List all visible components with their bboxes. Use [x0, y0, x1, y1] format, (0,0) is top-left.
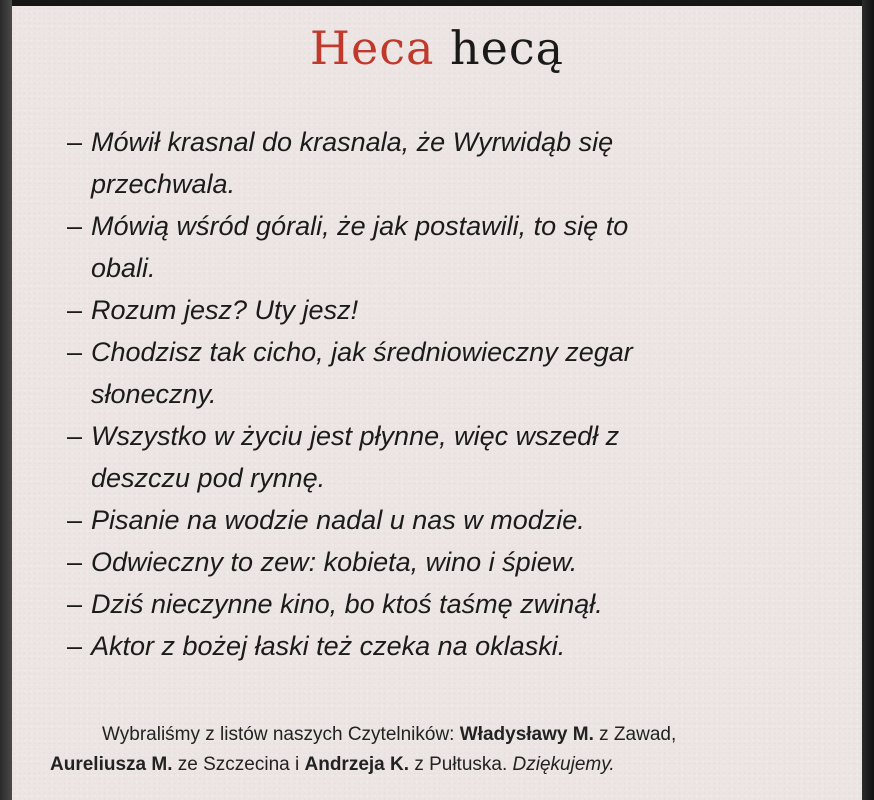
- dash: –: [67, 127, 83, 157]
- list-item: – Dziś nieczynne kino, bo ktoś taśmę zwinął.: [67, 583, 827, 625]
- dash: –: [67, 337, 83, 367]
- title-word-black: hecą: [450, 21, 565, 75]
- title-word-red: Heca: [309, 21, 435, 75]
- credits-note: Wybraliśmy z listów naszych Czytelników: Władysławy M. z Zawad, Aureliusza M. ze Szczecina i Andrzeja K. z Pułtuska. Dziękujemy.: [50, 724, 677, 775]
- list-item: – Wszystko w życiu jest płynne, więc wszedł z deszczu pod rynnę.: [67, 415, 827, 499]
- list-item: – Rozum jesz? Uty jesz!: [67, 289, 827, 331]
- right-edge: [862, 0, 874, 800]
- list-item: – Mówią wśród górali, że jak postawili, to się to obali.: [67, 205, 827, 289]
- joke-list: [67, 121, 827, 667]
- dash: –: [67, 421, 83, 451]
- page-title: [12, 18, 862, 78]
- credits-thanks: Dziękujemy.: [512, 754, 615, 775]
- credit-name: Aureliusza M.: [50, 754, 173, 775]
- list-item: – Pisanie na wodzie nadal u nas w modzie.: [67, 499, 827, 541]
- dash: –: [67, 547, 83, 577]
- dash: –: [67, 505, 83, 535]
- dash: –: [67, 295, 83, 325]
- dash: –: [67, 211, 83, 241]
- dash: –: [67, 631, 83, 661]
- dash: –: [67, 589, 83, 619]
- credit-name: Andrzeja K.: [304, 754, 410, 775]
- list-item: – Odwieczny to zew: kobieta, wino i śpiew.: [67, 541, 827, 583]
- list-item: – Aktor z bożej łaski też czeka na oklaski.: [67, 625, 827, 667]
- list-item: – Mówił krasnal do krasnala, że Wyrwidąb się przechwala.: [67, 121, 827, 205]
- credit-name: Władysławy M.: [459, 724, 594, 745]
- credits-intro: Wybraliśmy z listów naszych Czytelników:: [102, 724, 455, 745]
- list-item: – Chodzisz tak cicho, jak średniowieczny zegar słoneczny.: [67, 331, 827, 415]
- left-edge: [0, 0, 12, 800]
- paper-clipping: [12, 6, 862, 800]
